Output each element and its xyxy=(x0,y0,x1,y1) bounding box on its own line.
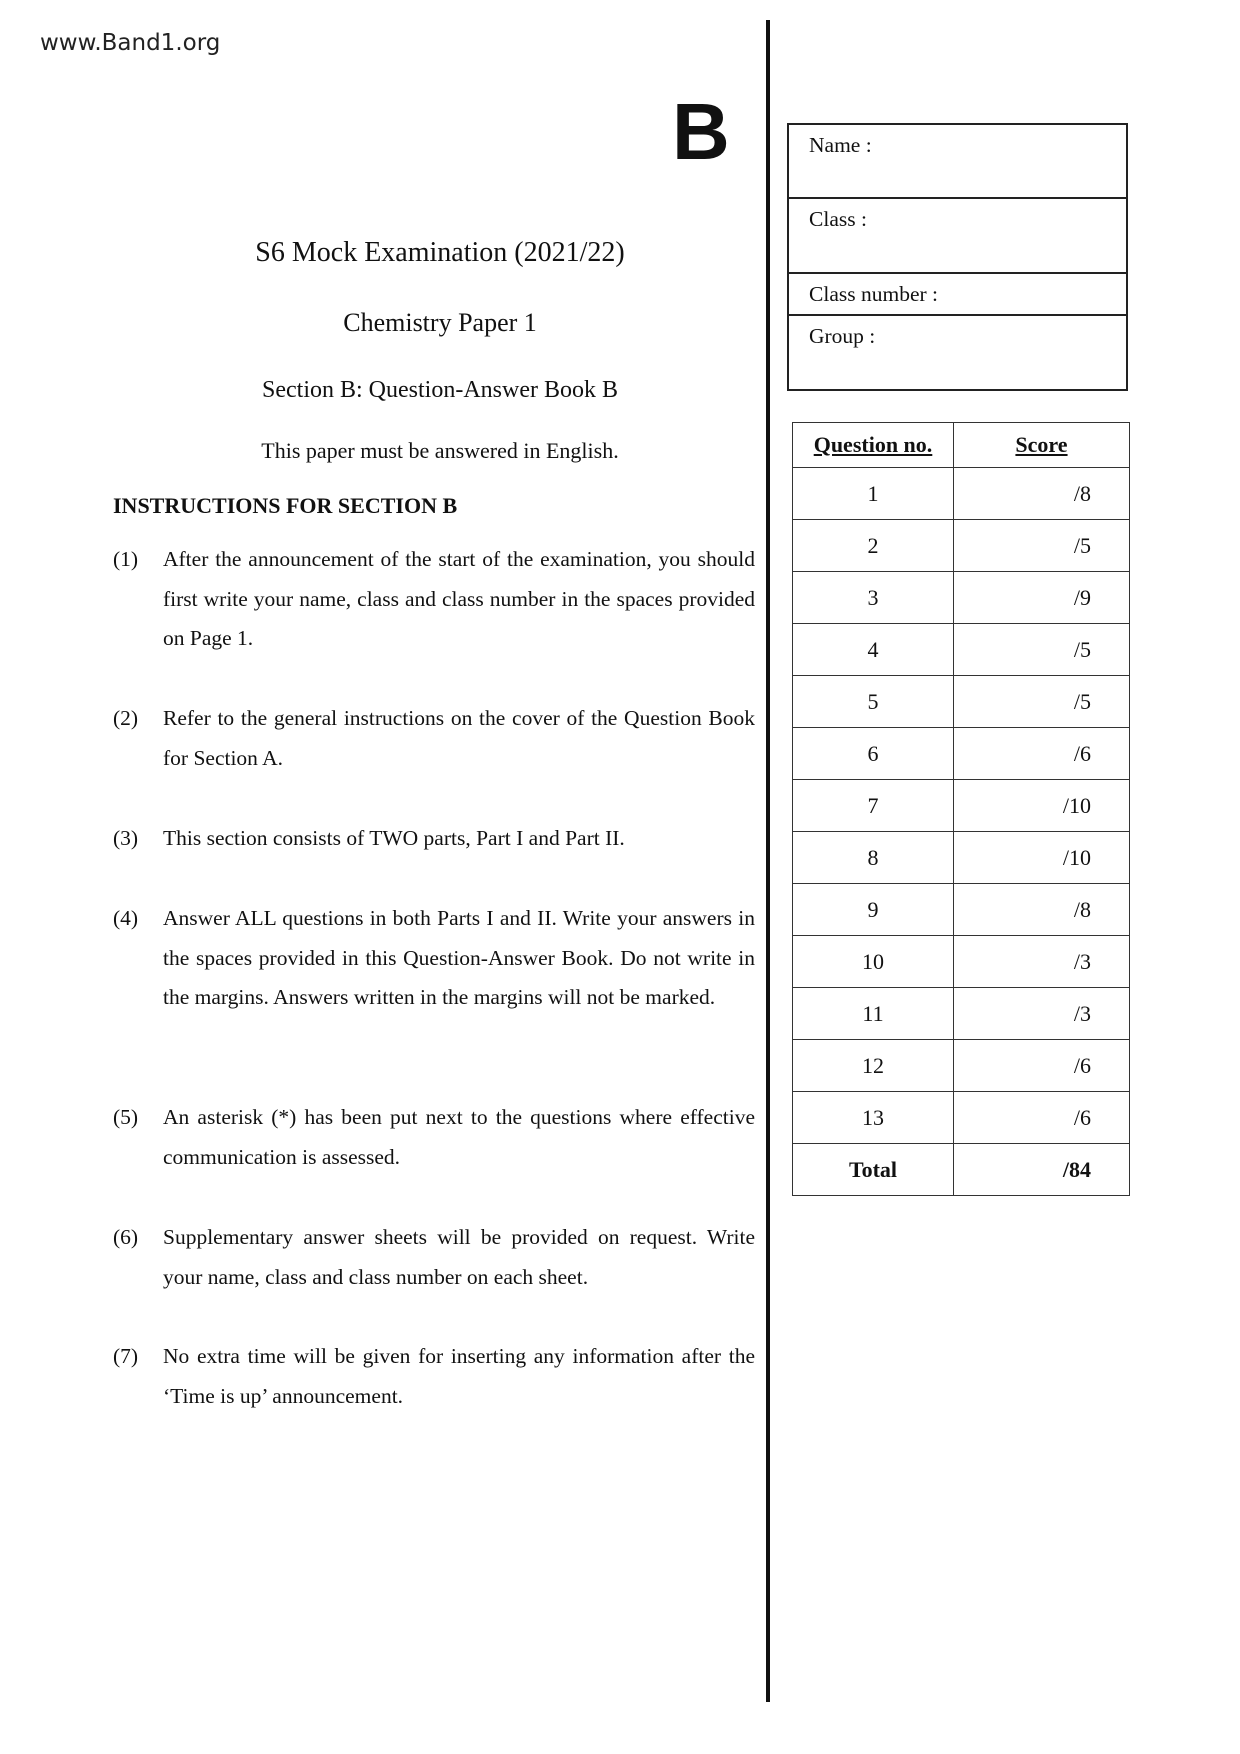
class-field[interactable]: Class : xyxy=(789,199,1126,274)
table-row xyxy=(793,520,1130,572)
instructions-heading: INSTRUCTIONS FOR SECTION B xyxy=(113,493,458,518)
table-row xyxy=(793,884,1130,936)
item-number: (1) xyxy=(113,547,139,571)
student-info-box xyxy=(787,123,1128,391)
language-note: This paper must be answered in English. xyxy=(261,438,619,463)
total-row xyxy=(793,1144,1130,1196)
table-row xyxy=(793,988,1130,1040)
instruction-item xyxy=(113,540,755,659)
instruction-item xyxy=(113,1337,755,1416)
question-number: 11 xyxy=(793,988,954,1040)
question-number: 5 xyxy=(793,676,954,728)
item-number: (6) xyxy=(113,1225,139,1249)
question-number: 3 xyxy=(793,572,954,624)
score-header: Score xyxy=(954,423,1130,468)
question-score[interactable]: /10 xyxy=(954,832,1130,884)
question-number: 7 xyxy=(793,780,954,832)
total-label: Total xyxy=(793,1144,954,1196)
table-row xyxy=(793,468,1130,520)
vertical-divider xyxy=(766,20,770,1702)
table-row xyxy=(793,1040,1130,1092)
question-score[interactable]: /6 xyxy=(954,728,1130,780)
name-field[interactable]: Name : xyxy=(789,125,1126,199)
item-text: Supplementary answer sheets will be provided on request. Write your name, class and class number on each sheet. xyxy=(163,1225,755,1289)
table-row xyxy=(793,832,1130,884)
instruction-item xyxy=(113,699,755,778)
question-number: 12 xyxy=(793,1040,954,1092)
item-text: Refer to the general instructions on the cover of the Question Book for Section A. xyxy=(163,706,755,770)
question-no-header: Question no. xyxy=(793,423,954,468)
question-score[interactable]: /9 xyxy=(954,572,1130,624)
item-text: After the announcement of the start of the examination, you should first write your name, class and class number in the spaces provided on Page 1. xyxy=(163,547,755,650)
item-number: (5) xyxy=(113,1105,139,1129)
score-table-header xyxy=(793,423,1130,468)
group-field[interactable]: Group : xyxy=(809,324,876,348)
instruction-item xyxy=(113,1218,755,1297)
table-row xyxy=(793,624,1130,676)
watermark-url: www.Band1.org xyxy=(40,30,221,56)
question-number: 8 xyxy=(793,832,954,884)
question-score[interactable]: /8 xyxy=(954,884,1130,936)
book-letter: B xyxy=(672,87,730,176)
question-score[interactable]: /5 xyxy=(954,676,1130,728)
table-row xyxy=(793,936,1130,988)
instruction-item xyxy=(113,899,755,1018)
table-row xyxy=(793,1092,1130,1144)
question-score[interactable]: /8 xyxy=(954,468,1130,520)
exam-title: S6 Mock Examination (2021/22) xyxy=(255,237,625,268)
question-number: 4 xyxy=(793,624,954,676)
question-number: 6 xyxy=(793,728,954,780)
item-number: (2) xyxy=(113,706,139,730)
instruction-item xyxy=(113,1098,755,1177)
item-text: This section consists of TWO parts, Part I and Part II. xyxy=(163,826,625,850)
class-number-field[interactable]: Class number : xyxy=(789,274,1126,316)
question-score[interactable]: /10 xyxy=(954,780,1130,832)
table-row xyxy=(793,572,1130,624)
question-score[interactable]: /6 xyxy=(954,1040,1130,1092)
question-number: 2 xyxy=(793,520,954,572)
item-text: An asterisk (*) has been put next to the questions where effective communication is assessed. xyxy=(163,1105,755,1169)
table-row xyxy=(793,780,1130,832)
section-title: Section B: Question-Answer Book B xyxy=(262,377,618,403)
subject-title: Chemistry Paper 1 xyxy=(343,308,537,337)
question-score[interactable]: /5 xyxy=(954,624,1130,676)
question-score[interactable]: /6 xyxy=(954,1092,1130,1144)
total-score: /84 xyxy=(954,1144,1130,1196)
question-score[interactable]: /3 xyxy=(954,936,1130,988)
question-score[interactable]: /5 xyxy=(954,520,1130,572)
question-number: 1 xyxy=(793,468,954,520)
table-row xyxy=(793,676,1130,728)
item-number: (7) xyxy=(113,1344,139,1368)
question-number: 9 xyxy=(793,884,954,936)
item-text: Answer ALL questions in both Parts I and II. Write your answers in the spaces provided in this Question-Answer Book. Do not write in the margins. Answers written in the margins will not be marked. xyxy=(163,906,755,1009)
item-text: No extra time will be given for inserting any information after the ‘Time is up’ announcement. xyxy=(163,1344,755,1408)
score-table xyxy=(792,422,1130,1196)
item-number: (4) xyxy=(113,906,139,930)
question-score[interactable]: /3 xyxy=(954,988,1130,1040)
question-number: 13 xyxy=(793,1092,954,1144)
question-number: 10 xyxy=(793,936,954,988)
table-row xyxy=(793,728,1130,780)
item-number: (3) xyxy=(113,826,139,850)
instruction-item xyxy=(113,819,755,859)
